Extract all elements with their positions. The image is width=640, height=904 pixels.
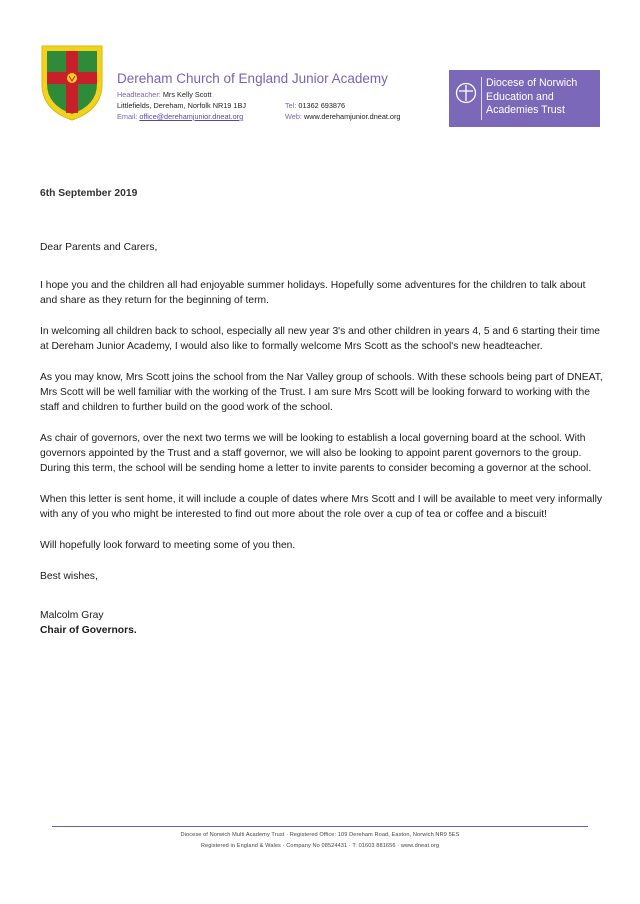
diocese-name-line: Academies Trust xyxy=(486,104,565,116)
telephone-number: 01362 693876 xyxy=(298,101,346,110)
web-label: Web: xyxy=(285,112,302,121)
headteacher-line xyxy=(117,89,437,100)
school-letterhead xyxy=(117,70,437,122)
diocese-name xyxy=(486,77,577,118)
web-address: www.derehamjunior.dneat.org xyxy=(303,112,401,121)
email-line xyxy=(117,111,285,122)
headteacher-name: Mrs Kelly Scott xyxy=(162,90,212,99)
letter-paragraph: Will hopefully look forward to meeting some of you then. xyxy=(40,540,296,551)
school-crest-logo xyxy=(40,44,104,122)
telephone-line xyxy=(285,100,435,111)
letter-paragraph: As you may know, Mrs Scott joins the school from the Nar Valley group of schools. With these schools being part of DNEAT, Mrs Scott will be well familiar with the working of the Trust. I am sure Mrs Scott will be looking forward to working with the staff and children to further build on the good work of the school. xyxy=(40,372,603,413)
school-address: Littlefields, Dereham, Norfolk NR19 1BJ xyxy=(117,101,246,110)
diocese-logo-block xyxy=(449,70,600,127)
school-name: Dereham Church of England Junior Academy xyxy=(117,71,388,86)
footer-line: Registered in England & Wales · Company No 08524431 · T: 01603 881656 · www.dneat.org xyxy=(200,843,440,849)
diocese-cross-icon xyxy=(455,82,477,104)
footer-divider xyxy=(52,826,588,827)
web-line xyxy=(285,111,435,122)
letter-paragraph: When this letter is sent home, it will include a couple of dates where Mrs Scott and I will be available to meet very informally with any of you who might be interested to find out more about the role over a cup of tea or coffee and a biscuit! xyxy=(40,494,603,520)
signature-title: Chair of Governors. xyxy=(40,625,137,636)
contact-details xyxy=(117,100,437,122)
letter-paragraph: I hope you and the children all had enjoyable summer holidays. Hopefully some adventures for the children to talk about and share as they return for the beginning of term. xyxy=(40,280,586,306)
diocese-divider xyxy=(481,77,482,120)
diocese-name-line: Education and xyxy=(486,90,554,103)
letter-paragraph: As chair of governors, over the next two terms we will be looking to establish a local governing board at the school. With governors appointed by the Trust and a staff governor, we will also be looking to appoint parent governors to the group. During this term, the school will be sending home a letter to invite parents to consider becoming a governor at the school. xyxy=(40,433,592,474)
letter-paragraph: In welcoming all children back to school, especially all new year 3's and other children in years 4, 5 and 6 starting their time at Dereham Junior Academy, I would also like to formally welcome Mrs Scott as the school's new headteacher. xyxy=(40,326,601,352)
letter-greeting: Dear Parents and Carers, xyxy=(40,242,158,253)
footer-line: Diocese of Norwich Multi Academy Trust · Registered Office: 109 Dereham Road, Easton, Norwich NR9 5ES xyxy=(180,832,460,838)
headteacher-label: Headteacher: xyxy=(117,90,161,99)
letter-footer xyxy=(52,830,588,852)
letter-closing: Best wishes, xyxy=(40,571,98,582)
letter-date: 6th September 2019 xyxy=(40,188,138,199)
diocese-name-line: Diocese of Norwich xyxy=(486,77,578,89)
signature-name: Malcolm Gray xyxy=(40,610,104,621)
telephone-label: Tel: xyxy=(285,101,297,110)
email-label: Email: xyxy=(117,112,138,121)
letter-body xyxy=(40,240,605,638)
email-link[interactable]: office@derehamjunior.dneat.org xyxy=(139,112,244,121)
